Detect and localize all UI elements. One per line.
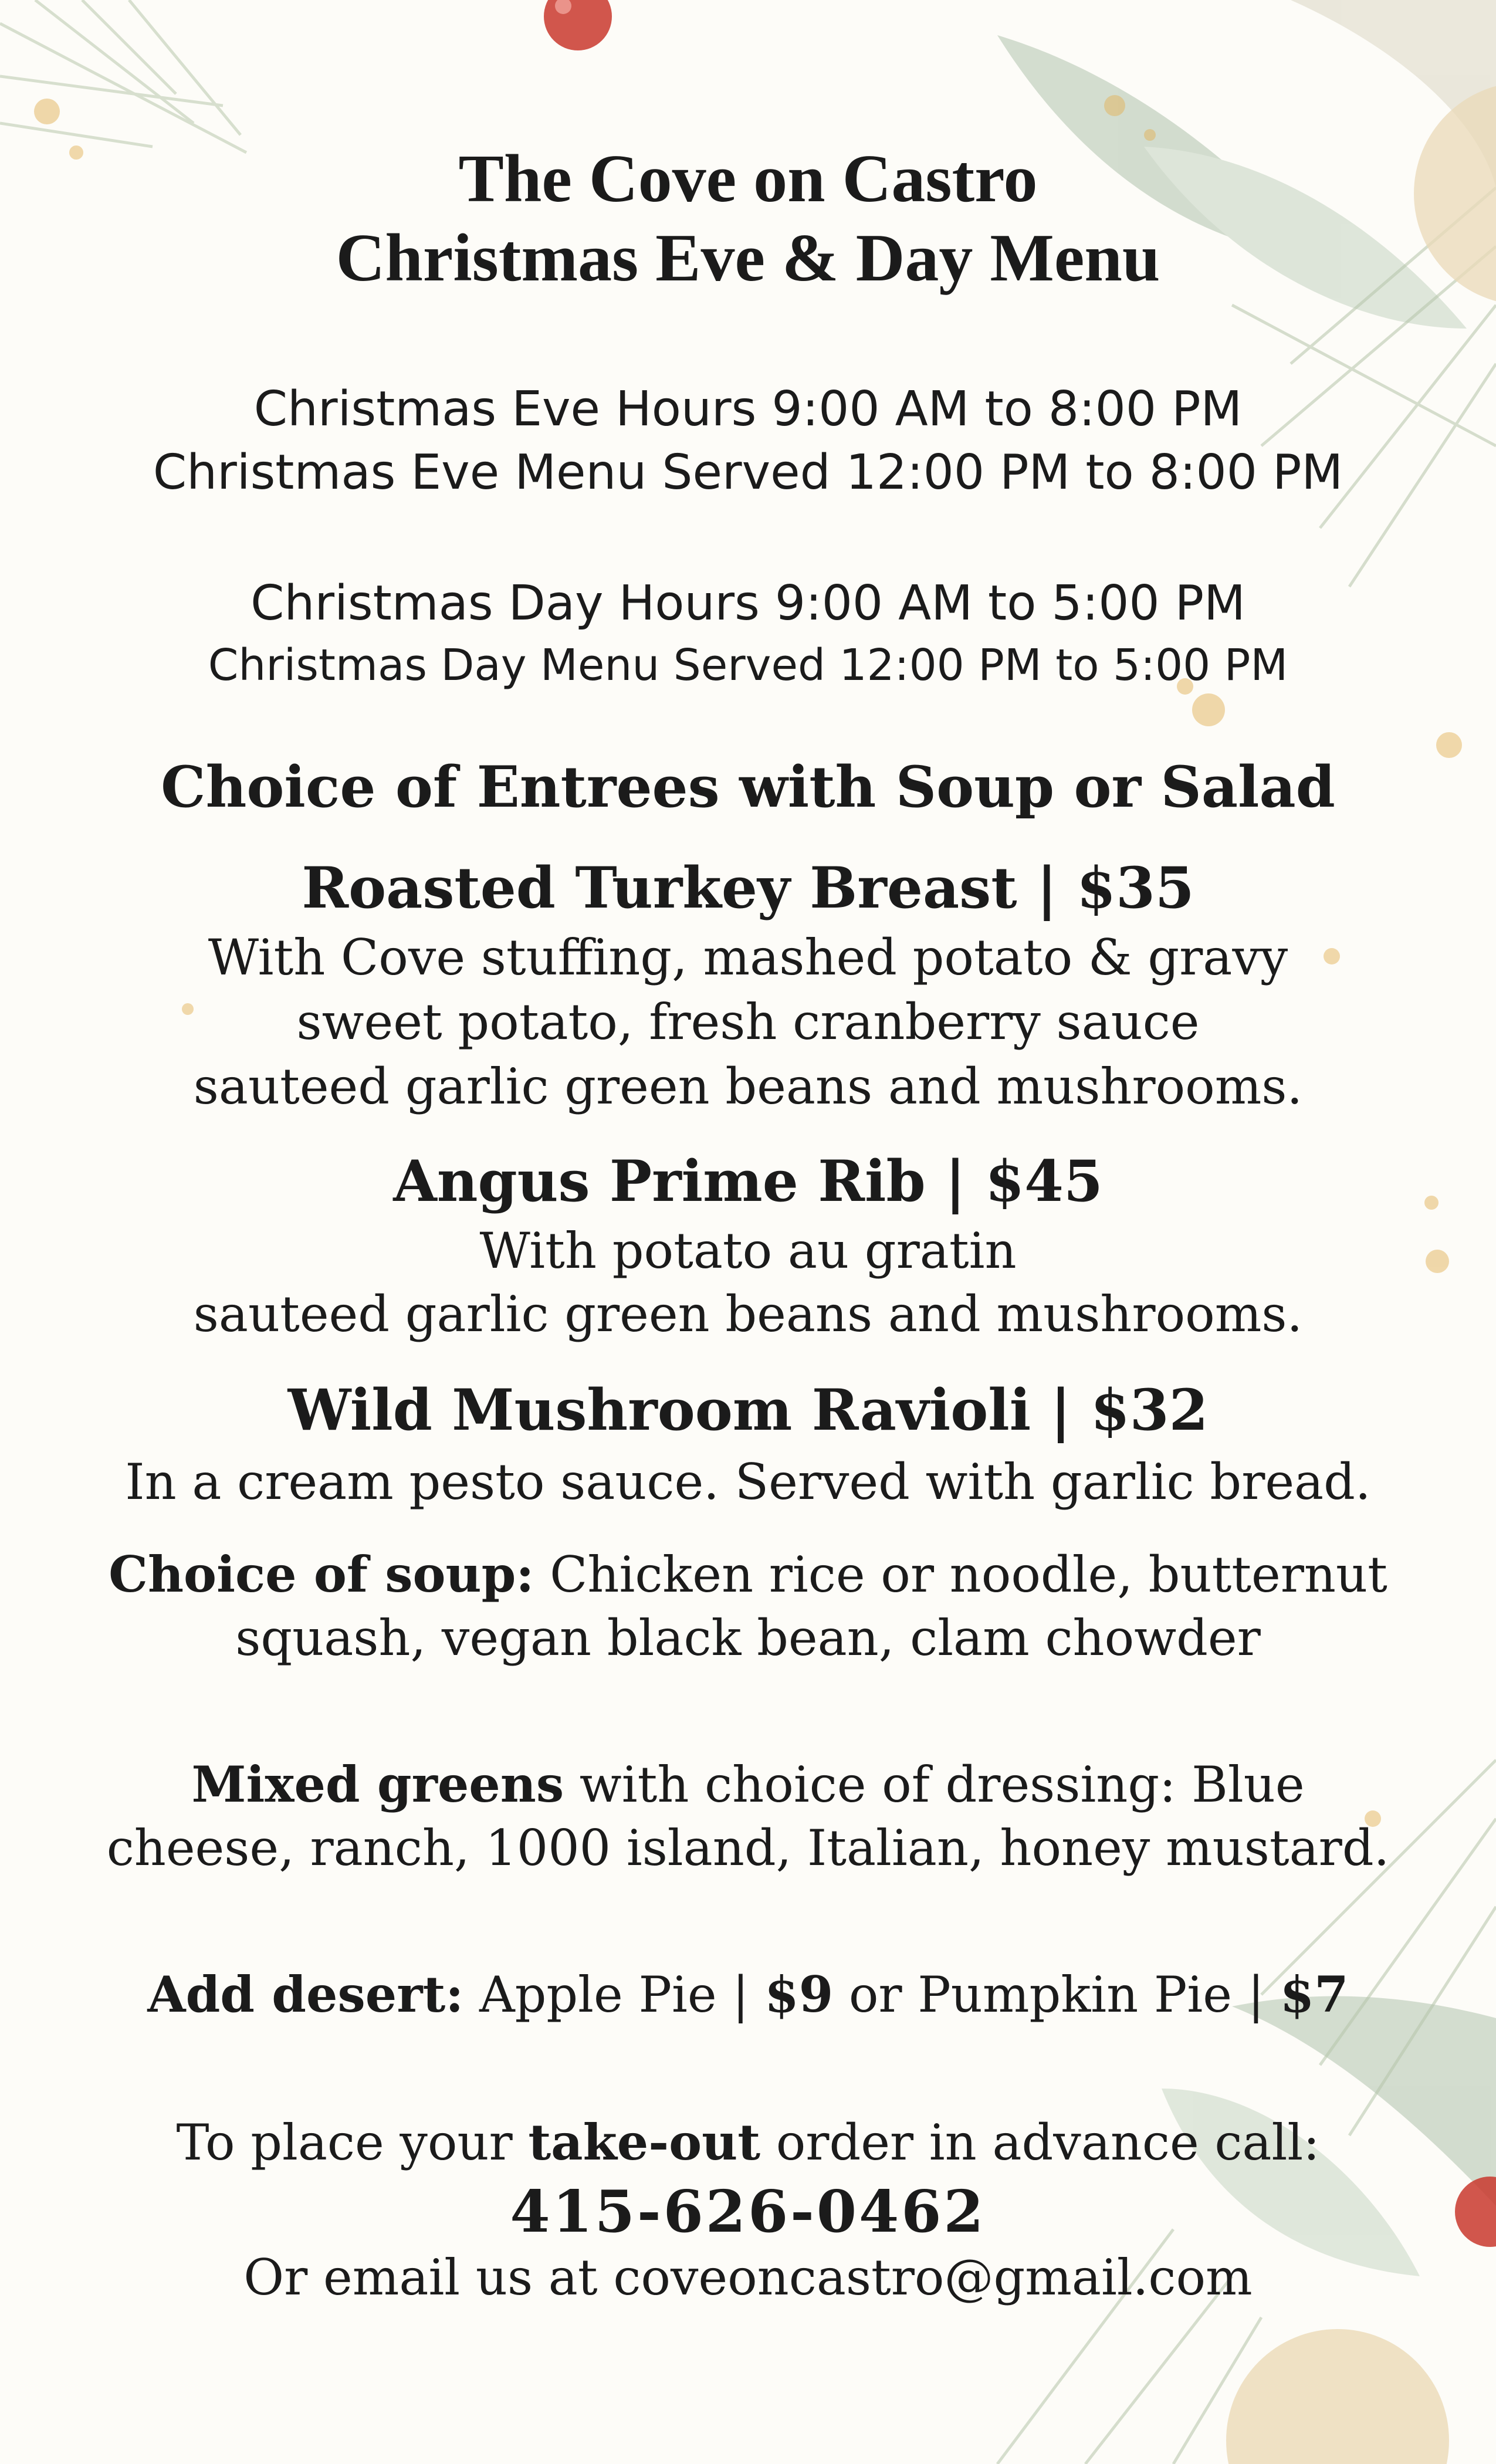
salad-options-line: cheese, ranch, 1000 island, Italian, honey mustard. — [106, 1819, 1390, 1877]
dessert-line: Add desert: Apple Pie | $9 or Pumpkin Pie | $7 — [147, 1965, 1349, 2023]
takeout-instructions: To place your take-out order in advance call: — [176, 2113, 1320, 2171]
salad-options-text: with choice of dressing: Blue — [564, 1756, 1305, 1813]
eve-hours: Christmas Eve Hours 9:00 AM to 8:00 PM — [253, 381, 1243, 437]
day-hours: Christmas Day Hours 9:00 AM to 5:00 PM — [251, 576, 1245, 631]
eve-menu-hours: Christmas Eve Menu Served 12:00 PM to 8:00 PM — [153, 445, 1343, 500]
soup-options-text: Chicken rice or noodle, butternut — [534, 1546, 1387, 1603]
soup-label: Choice of soup: — [109, 1545, 534, 1603]
dessert-label: Add desert: — [147, 1965, 464, 2023]
dish-description-line: In a cream pesto sauce. Served with garlic bread. — [125, 1453, 1371, 1511]
salad-label: Mixed greens — [191, 1755, 564, 1813]
entrees-heading: Choice of Entrees with Soup or Salad — [161, 754, 1335, 820]
dish-name-turkey: Roasted Turkey Breast | $35 — [302, 855, 1194, 921]
dish-description-line: sweet potato, fresh cranberry sauce — [296, 993, 1200, 1051]
salad-options-line — [0, 1755, 1496, 1813]
restaurant-title: The Cove on Castro — [458, 141, 1038, 216]
dish-description-line: With Cove stuffing, mashed potato & gravy — [208, 929, 1288, 986]
dish-description-line: sauteed garlic green beans and mushrooms. — [193, 1285, 1303, 1343]
dessert-price: $9 — [764, 1965, 834, 2023]
dish-description-line: With potato au gratin — [479, 1222, 1017, 1280]
dish-name-ravioli: Wild Mushroom Ravioli | $32 — [287, 1377, 1209, 1443]
takeout-emphasis: take-out — [528, 2113, 761, 2171]
dish-description-line: sauteed garlic green beans and mushrooms. — [193, 1058, 1303, 1115]
day-menu-hours: Christmas Day Menu Served 12:00 PM to 5:00 PM — [208, 640, 1288, 691]
soup-options-line: squash, vegan black bean, clam chowder — [235, 1609, 1261, 1667]
email-line[interactable]: Or email us at coveoncastro@gmail.com — [243, 2249, 1253, 2306]
soup-options-line — [0, 1545, 1496, 1603]
phone-number[interactable]: 415-626-0462 — [510, 2178, 986, 2246]
dessert-price: $7 — [1280, 1965, 1349, 2023]
menu-title: Christmas Eve & Day Menu — [336, 221, 1160, 296]
dish-name-prime-rib: Angus Prime Rib | $45 — [393, 1148, 1103, 1214]
